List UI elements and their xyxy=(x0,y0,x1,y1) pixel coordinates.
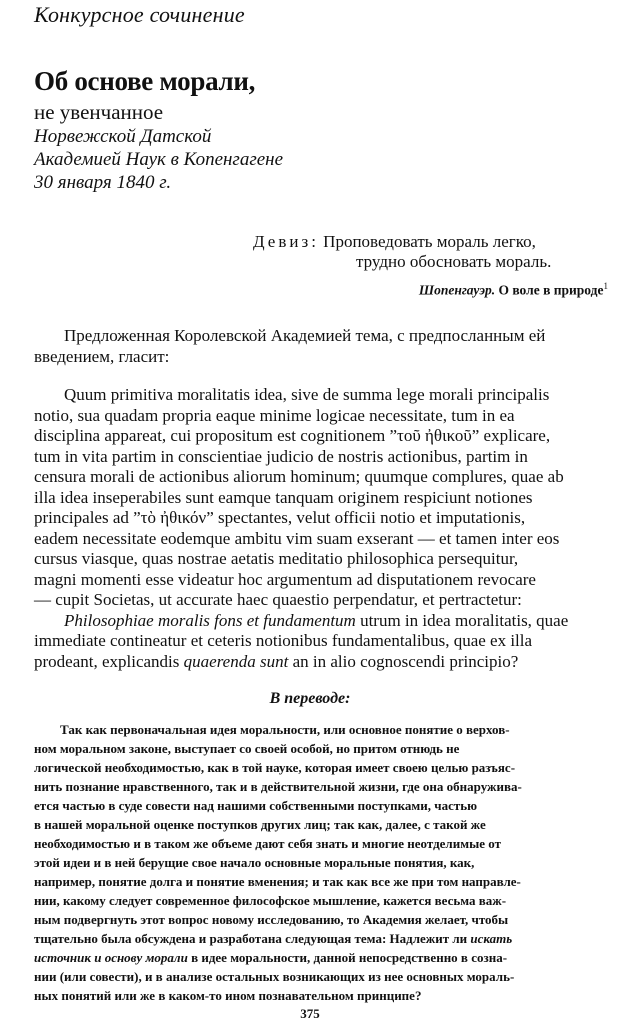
translation-line xyxy=(34,948,620,967)
translation-line: ным подвергнуть этот вопрос новому исследованию, то Академия желает, чтобы xyxy=(34,912,509,927)
latin-line: Quum primitiva moralitatis idea, sive de summa lege morali principalis xyxy=(64,385,550,404)
latin-line: principales ad ”τὸ ἠθικόν” spectantes, velut officii notio et imputationis, xyxy=(34,508,526,527)
latin-text: utrum in idea moralitatis, quae xyxy=(355,610,569,630)
intro-line: введением, гласит: xyxy=(34,347,170,366)
latin-line xyxy=(34,611,620,632)
latin-text: an in alio cognoscendi principio? xyxy=(288,651,519,671)
translation-line: ется частью в суде совести над нашими собственными поступками, частью xyxy=(34,798,478,813)
intro-paragraph xyxy=(34,325,620,367)
section-label: Конкурсное сочинение xyxy=(34,2,245,27)
latin-line: disciplina appareat, cui propositum est cognitionem ”τοῦ ἠθικοῦ” explicare, xyxy=(34,426,551,445)
translation-line: нии (или совести), и в анализе остальных возникающих из нее основных мораль- xyxy=(34,969,515,984)
latin-line: magni momenti esse videatur hoc argumentum ad disputationem revocare xyxy=(34,569,536,589)
latin-line: notio, sua quadam propria eaque minime logicae necessitate, tum in ea xyxy=(34,405,515,425)
latin-quotation xyxy=(34,385,620,672)
latin-line: illa idea inseperabiles sunt eamque tanquam originem respiciunt notiones xyxy=(34,487,533,507)
latin-line: eadem necessitate eodemque ambitu vim suam exserant — et tamen inter eos xyxy=(34,528,560,548)
translation-heading: В переводе: xyxy=(269,690,351,707)
translation-line: ном моральном законе, выступает со своей особой, но притом отнюдь не xyxy=(34,741,460,756)
epigraph xyxy=(253,232,618,272)
translation-line: этой идеи и в ней берущие свое начало основные моральные понятия, как, xyxy=(34,855,475,870)
epigraph-work: О воле в природе xyxy=(498,282,604,298)
latin-italic-phrase: Philosophiae moralis fons et fundamentum xyxy=(64,610,356,630)
translation-line: необходимостью и в таком же объеме дают себя знать и многие неотделимые от xyxy=(34,836,501,851)
latin-italic-phrase: quaerenda sunt xyxy=(183,651,289,671)
translation-line: в нашей моральной оценке поступков других лиц; так как, далее, с такой же xyxy=(34,817,486,832)
essay-subtitle: не увенчанное xyxy=(34,100,164,124)
essay-title: Об основе морали, xyxy=(34,66,256,96)
translation-line: ных понятий или же в каком-то ином познавательном принципе? xyxy=(34,988,422,1003)
translation-line: нить познание нравственного, так и в действительной жизни, где она обнаружива- xyxy=(34,779,522,794)
translation-paragraph xyxy=(34,720,620,1005)
translation-line: нии, какому следует современное философское мышление, кажется весьма важ- xyxy=(34,893,507,908)
epigraph-source xyxy=(419,281,608,299)
translation-italic-phrase: искать xyxy=(470,931,513,946)
latin-line: immediate contineatur et ceteris notionibus fundamentalibus, quae ex illa xyxy=(34,631,533,650)
latin-line: censura morali de actionibus aliorum hominum; quumque complures, quae ab xyxy=(34,467,564,486)
translation-line: логической необходимостью, как в той науке, которая имеет своею целью разъяс- xyxy=(34,760,516,775)
epigraph-line-1: Проповедовать мораль легко, xyxy=(323,232,536,251)
footnote-mark: 1 xyxy=(603,281,608,291)
subtitle-line-1: Норвежской Датской xyxy=(34,126,212,147)
latin-line: cursus viasque, quas nostrae aetatis meditatio philosophica persequitur, xyxy=(34,549,519,568)
translation-text: тщательно была обсуждена и разработана следующая тема: Надлежит ли xyxy=(34,931,468,946)
epigraph-author: Шопенгауэр. xyxy=(418,282,496,298)
translation-line: например, понятие долга и понятие вменения; и так как все же при том направле- xyxy=(34,874,521,889)
subtitle-line-2: Академией Наук в Копенгагене xyxy=(34,149,284,170)
epigraph-line-2: трудно обосновать мораль. xyxy=(356,252,552,271)
translation-text: в идее моральности, данной непосредственно в созна- xyxy=(187,950,508,965)
translation-line xyxy=(34,929,620,948)
page-number: 375 xyxy=(300,1006,320,1021)
translation-line: Так как первоначальная идея моральности, или основное понятие о верхов- xyxy=(60,722,510,737)
latin-text: prodeant, explicandis xyxy=(34,651,184,671)
latin-line xyxy=(34,652,620,673)
subtitle-date: 30 января 1840 г. xyxy=(34,172,172,193)
latin-line: tum in vita partim in conscientiae judicio de nostris actionibus, partim in xyxy=(34,446,528,466)
translation-italic-phrase: источник и основу морали xyxy=(34,950,188,965)
intro-line: Предложенная Королевской Академией тема, с предпосланным ей xyxy=(64,326,546,345)
epigraph-label: Девиз: xyxy=(253,232,319,251)
latin-line: — cupit Societas, ut accurate haec quaestio perpendatur, et pertractetur: xyxy=(34,590,522,609)
